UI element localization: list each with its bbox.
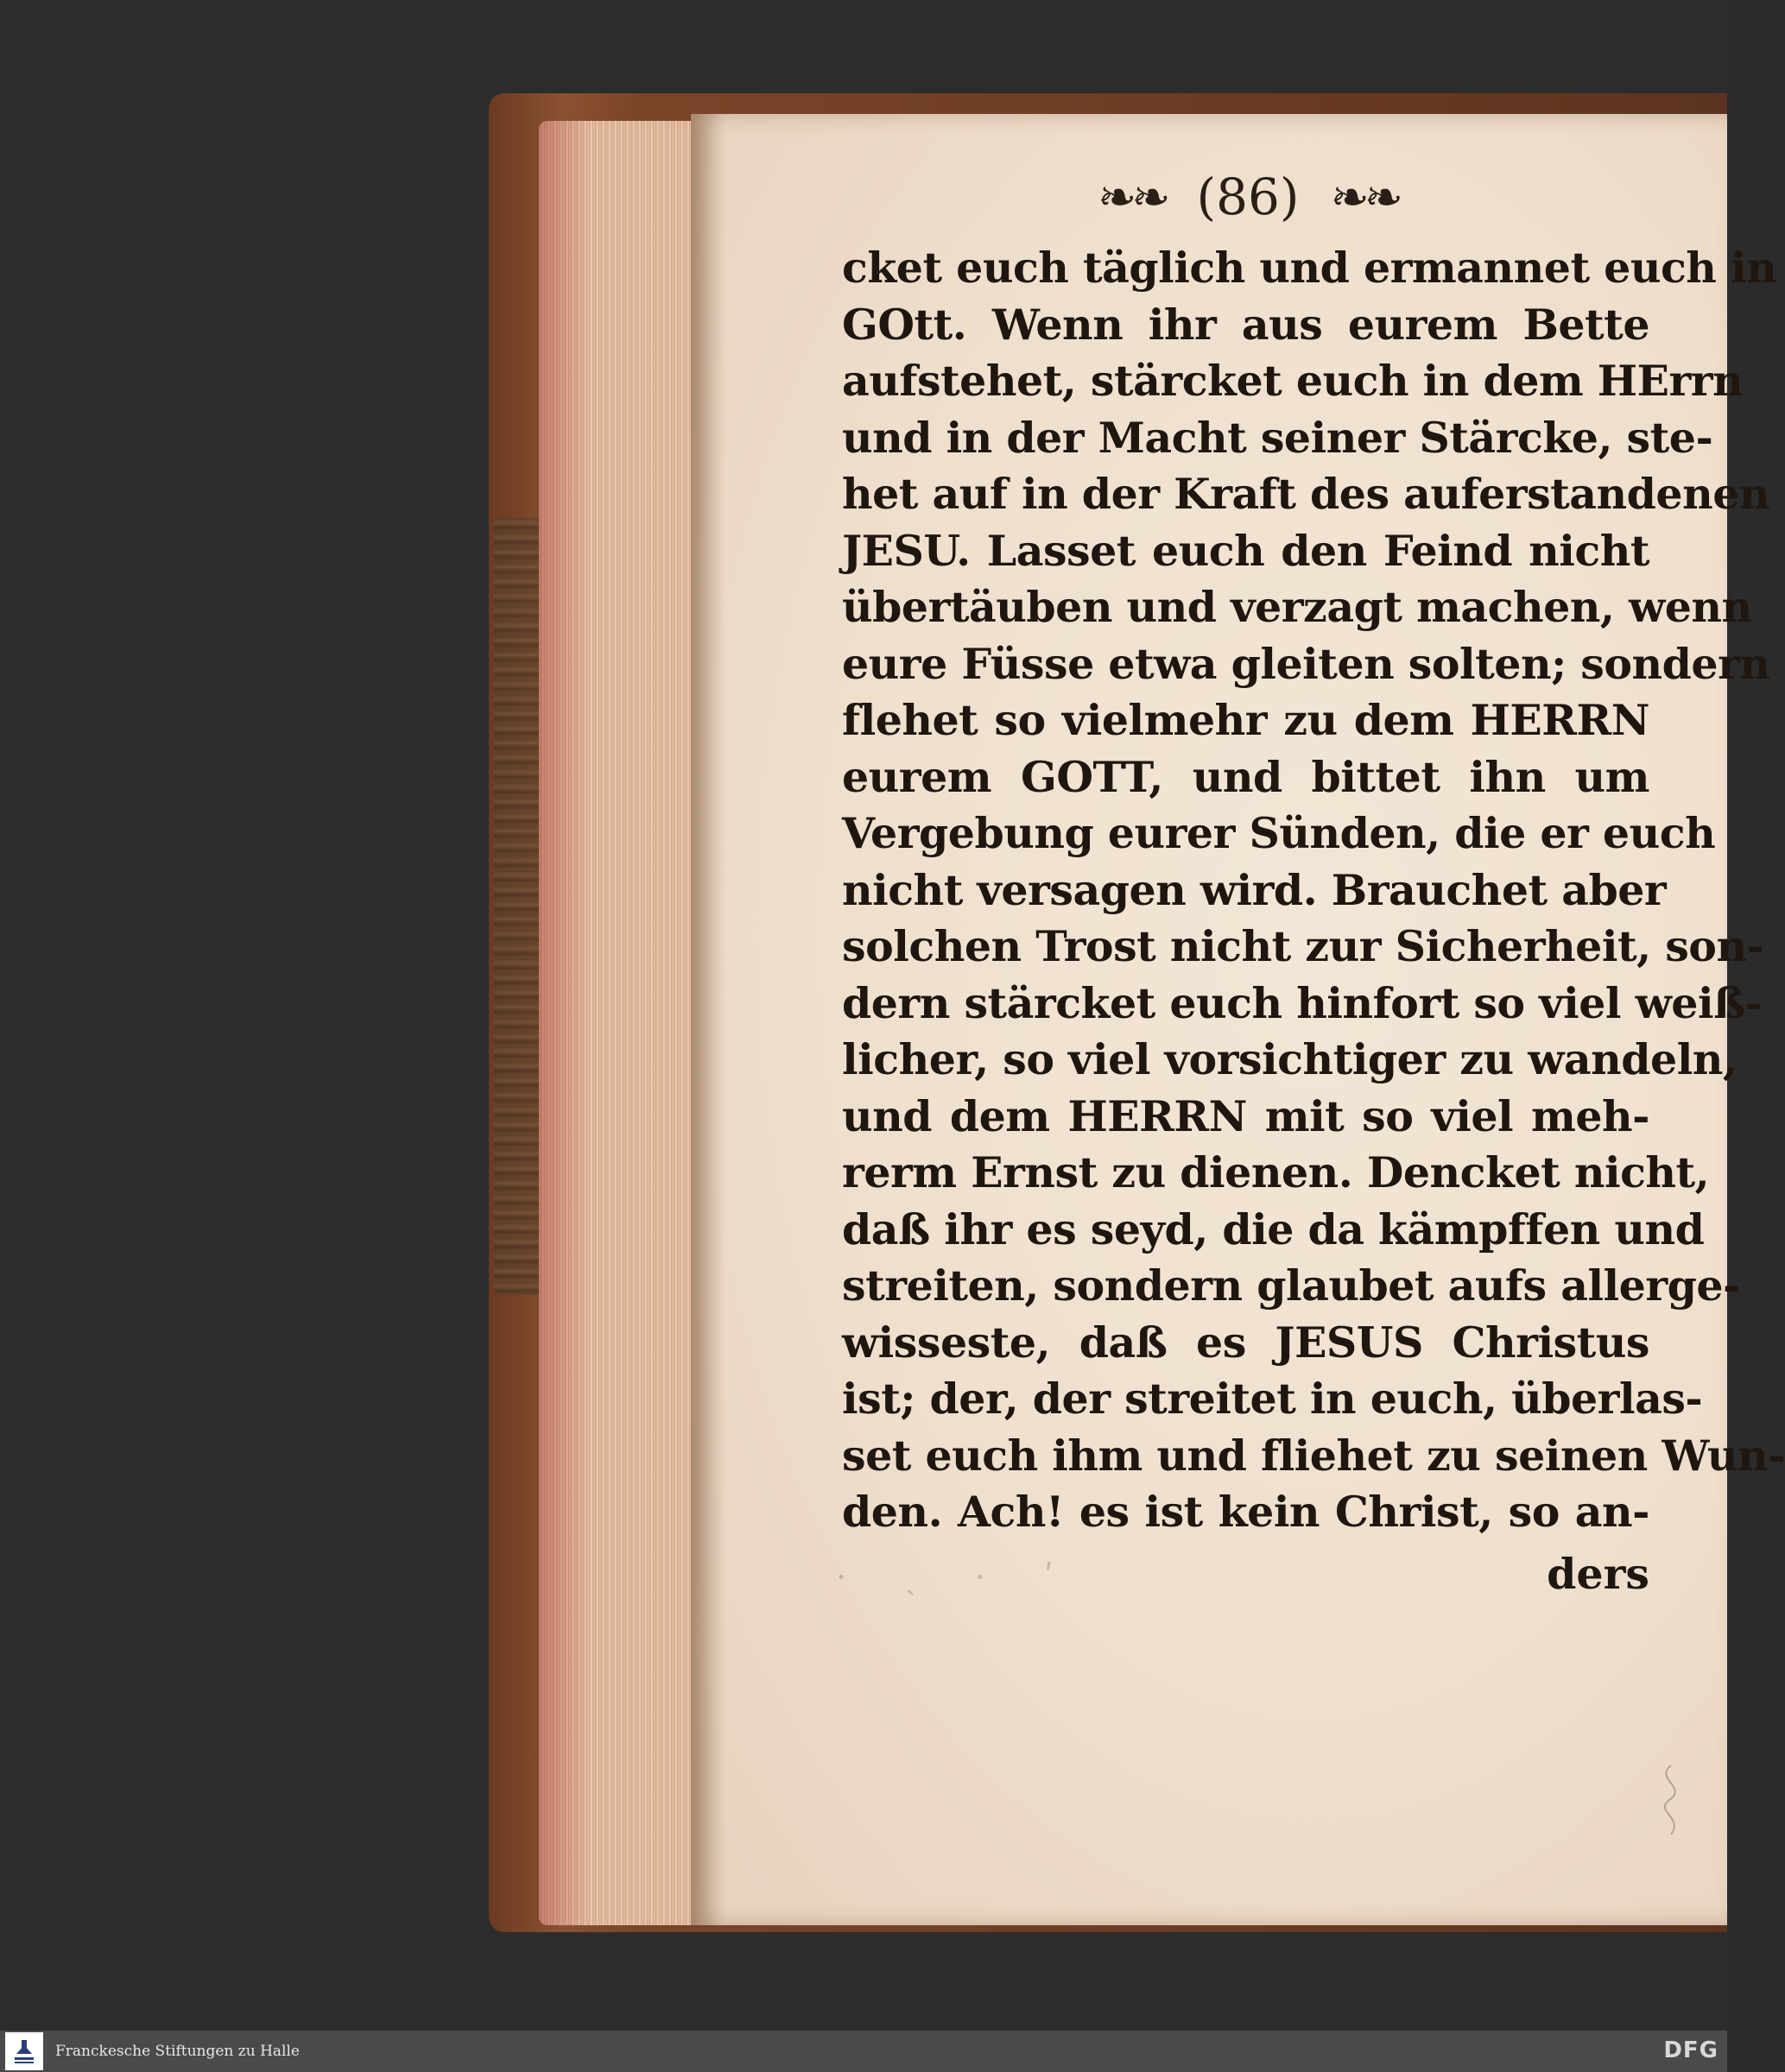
ornament-left-icon: ❧❧: [1097, 169, 1166, 224]
text-line: den. Ach! es ist kein Christ, so an-: [842, 1487, 1649, 1537]
pencil-mark-icon: [1645, 1761, 1697, 1839]
text-line: ist; der, der streitet in euch, überlas-: [842, 1374, 1703, 1424]
text-line: rerm Ernst zu dienen. Dencket nicht,: [842, 1147, 1710, 1197]
text-line: eurem GOTT, und bittet ihn um: [842, 751, 1649, 802]
text-line: Vergebung eurer Sünden, die er euch: [842, 808, 1716, 858]
page-number: (86): [1196, 167, 1300, 226]
institution-logo-icon[interactable]: [5, 2032, 43, 2070]
text-line: JESU. Lasset euch den Feind nicht: [842, 525, 1649, 576]
text-line: übertäuben und verzagt machen, wenn: [842, 582, 1752, 632]
catchword: ders: [1547, 1549, 1649, 1599]
page-header: [1049, 162, 1446, 231]
page-edges-shade: [539, 121, 591, 1925]
text-line: GOtt. Wenn ihr aus eurem Bette: [842, 299, 1649, 350]
text-line: streiten, sondern glaubet aufs allerge-: [842, 1260, 1740, 1311]
text-line: het auf in der Kraft des auferstandenen: [842, 469, 1770, 519]
institution-name[interactable]: Franckesche Stiftungen zu Halle: [55, 2043, 300, 2060]
text-line: set euch ihm und fliehet zu seinen Wun-: [842, 1430, 1785, 1481]
text-line: und dem HERRN mit so viel meh-: [842, 1090, 1649, 1141]
cover-marbling: [494, 518, 546, 1295]
text-line: licher, so viel vorsichtiger zu wandeln,: [842, 1034, 1738, 1084]
text-line: wisseste, daß es JESUS Christus: [842, 1317, 1649, 1368]
text-line: nicht versagen wird. Brauchet aber: [842, 864, 1667, 915]
text-line: daß ihr es seyd, die da kämpffen und: [842, 1203, 1705, 1254]
text-line: flehet so vielmehr zu dem HERRN: [842, 695, 1649, 745]
page-gutter-shadow: [691, 114, 725, 1925]
text-line: aufstehet, stärcket euch in dem HErrn: [842, 356, 1744, 406]
viewer-footer: [0, 2031, 1727, 2072]
text-line: cket euch täglich und ermannet euch in: [842, 243, 1777, 293]
body-text: [842, 240, 1785, 1541]
text-line: und in der Macht seiner Stärcke, ste-: [842, 412, 1713, 463]
text-line: eure Füsse etwa gleiten solten; sondern: [842, 638, 1770, 689]
ink-bleed-through: · ˎ · ʹ: [836, 1558, 1078, 1596]
dfg-logo[interactable]: DFG: [1663, 2037, 1719, 2063]
text-line: dern stärcket euch hinfort so viel weiß-: [842, 977, 1763, 1028]
ornament-right-icon: ❧❧: [1330, 169, 1399, 224]
text-line: solchen Trost nicht zur Sicherheit, son-: [842, 921, 1764, 971]
